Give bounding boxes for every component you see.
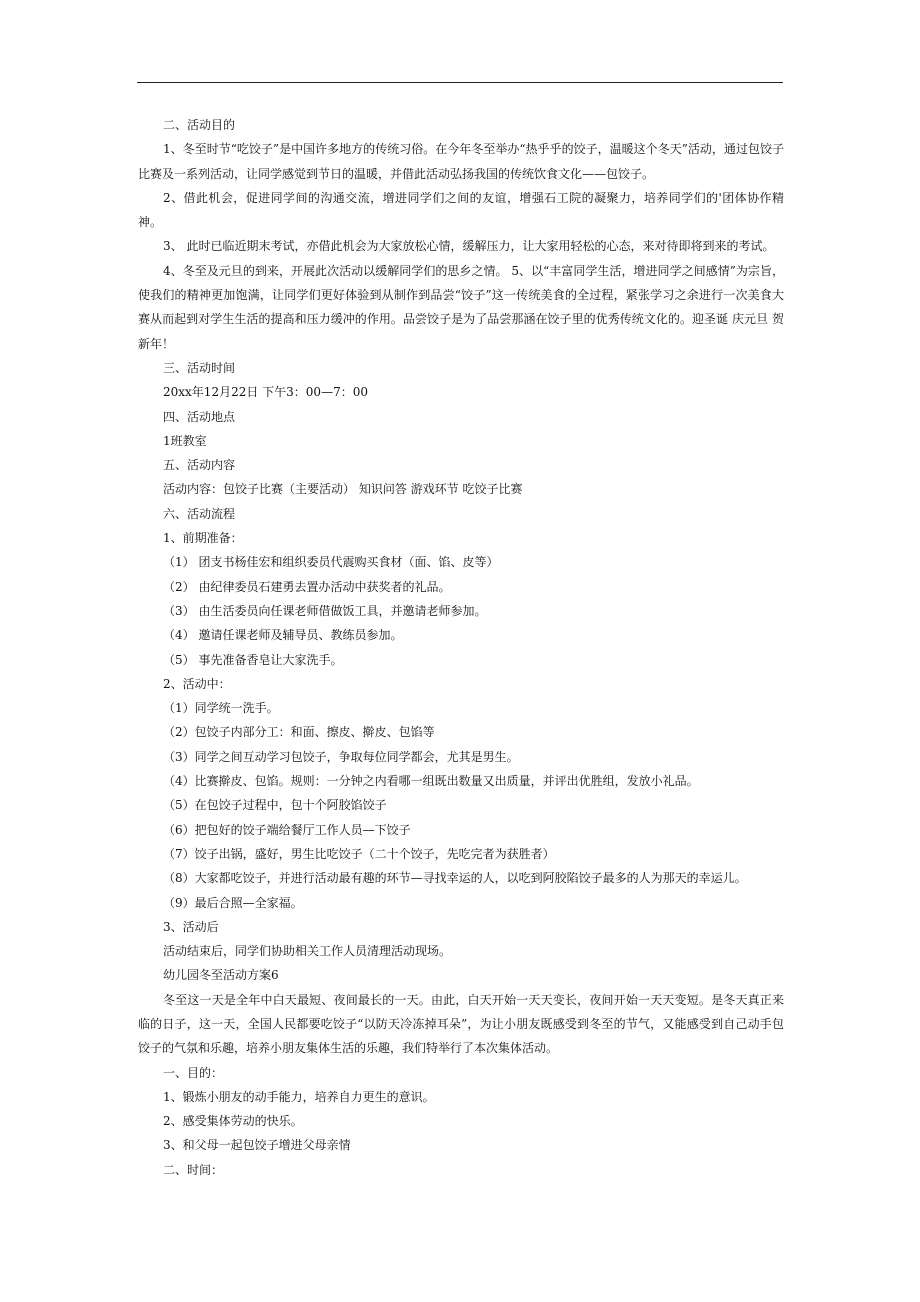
heading-activity-location: 四、活动地点 — [163, 409, 236, 424]
purpose-item-4-5: 4、冬至及元旦的到来，开展此次活动以缓解同学们的思乡之情。 5、以“丰富同学生活，增进同学之间感情”为宗旨，使我们的精神更加饱满，让同学们更好体验到从制作到品尝“饺子”这一传统美食的全过程，紧张学习之余进行一次美食大赛从而起到对学生生活的提高和压力缓冲的作用。品尝饺子是为了品尝那涵在饺子里的优秀传统文化的。迎圣诞 庆元旦 贺新年！ — [138, 263, 784, 351]
activity-location-value: 1班教室 — [163, 433, 207, 448]
purpose-item-1: 1、冬至时节“吃饺子”是中国许多地方的传统习俗。在今年冬至举办“热乎乎的饺子，温暖这个冬天”活动，通过包饺子比赛及一系列活动，让同学感觉到节日的温暖，并借此活动弘扬我国的传统饮食文化——包饺子。 — [138, 142, 784, 181]
process-during-heading: 2、活动中： — [163, 676, 231, 691]
preparation-step-5: （5） 事先准备香皂让大家洗手。 — [163, 652, 343, 667]
plan-6-heading-time: 二、时间： — [163, 1162, 224, 1177]
activity-time-value: 20xx年12月22日 下午3：00—7：00 — [163, 385, 368, 400]
plan-6-purpose-3: 3、和父母一起包饺子增进父母亲情 — [163, 1138, 351, 1153]
plan-6-purpose-1: 1、锻炼小朋友的动手能力，培养自力更生的意识。 — [163, 1089, 435, 1104]
activity-content-value: 活动内容：包饺子比赛（主要活动） 知识问答 游戏环节 吃饺子比赛 — [163, 482, 523, 497]
heading-activity-process: 六、活动流程 — [163, 506, 236, 521]
heading-activity-purpose: 二、活动目的 — [163, 118, 236, 132]
process-preparation-heading: 1、前期准备： — [163, 531, 243, 546]
during-step-8: （8）大家都吃饺子，并进行活动最有趣的环节—寻找幸运的人，以吃到阿胶陷饺子最多的人为那天的幸运儿。 — [163, 871, 747, 886]
preparation-step-4: （4） 邀请任课老师及辅导员、教练员参加。 — [163, 628, 403, 643]
during-step-1: （1）同学统一洗手。 — [163, 701, 279, 716]
during-step-6: （6）把包好的饺子端给餐厅工作人员—下饺子 — [163, 822, 411, 837]
header-rule — [137, 82, 783, 83]
after-step-text: 活动结束后，同学们协助相关工作人员清理活动现场。 — [163, 944, 452, 959]
document-body — [138, 113, 784, 1182]
purpose-item-2: 2、借此机会，促进同学间的沟通交流，增进同学们之间的友谊，增强石工院的凝聚力，培养同学们的'团体协作精神。 — [138, 190, 784, 230]
during-step-7: （7）饺子出锅，盛好，男生比吃饺子（二十个饺子，先吃完者为获胜者） — [163, 846, 555, 861]
section-title-plan-6: 幼儿园冬至活动方案6 — [163, 968, 279, 983]
preparation-step-1: （1） 团支书杨佳宏和组织委员代震购买食材（面、馅、皮等） — [163, 555, 499, 570]
during-step-4: （4）比赛擀皮、包馅。规则：一分钟之内看哪一组既出数量又出质量，并评出优胜组，发放小礼品。 — [163, 774, 699, 789]
heading-activity-time: 三、活动时间 — [163, 360, 236, 375]
process-after-heading: 3、活动后 — [163, 919, 219, 934]
plan-6-heading-purpose: 一、目的： — [163, 1065, 224, 1080]
preparation-step-2: （2） 由纪律委员石建勇去置办活动中获奖者的礼品。 — [163, 579, 451, 594]
during-step-9: （9）最后合照—全家福。 — [163, 895, 303, 910]
during-step-2: （2）包饺子内部分工：和面、擦皮、擀皮、包馅等 — [163, 725, 435, 740]
preparation-step-3: （3） 由生活委员向任课老师借做饭工具，并邀请老师参加。 — [163, 603, 487, 618]
plan-6-intro: 冬至这一天是全年中白天最短、夜间最长的一天。由此，白天开始一天天变长，夜间开始一天天变短。是冬天真正来临的日子，这一天，全国人民都要吃饺子“以防天冷冻掉耳朵”，为让小朋友既感受到冬至的节气，又能感受到自己动手包饺子的气氛和乐趣，培养小朋友集体生活的乐趣，我们特举行了本次集体活动。 — [138, 992, 784, 1056]
during-step-3: （3）同学之间互动学习包饺子，争取每位同学都会，尤其是男生。 — [163, 749, 519, 764]
plan-6-purpose-2: 2、感受集体劳动的快乐。 — [163, 1114, 303, 1129]
purpose-item-3: 3、 此时已临近期末考试，亦借此机会为大家放松心情，缓解压力，让大家用轻松的心态，来对待即将到来的考试。 — [163, 239, 775, 254]
heading-activity-content: 五、活动内容 — [163, 458, 236, 473]
during-step-5: （5）在包饺子过程中，包十个阿胶馅饺子 — [163, 798, 387, 813]
